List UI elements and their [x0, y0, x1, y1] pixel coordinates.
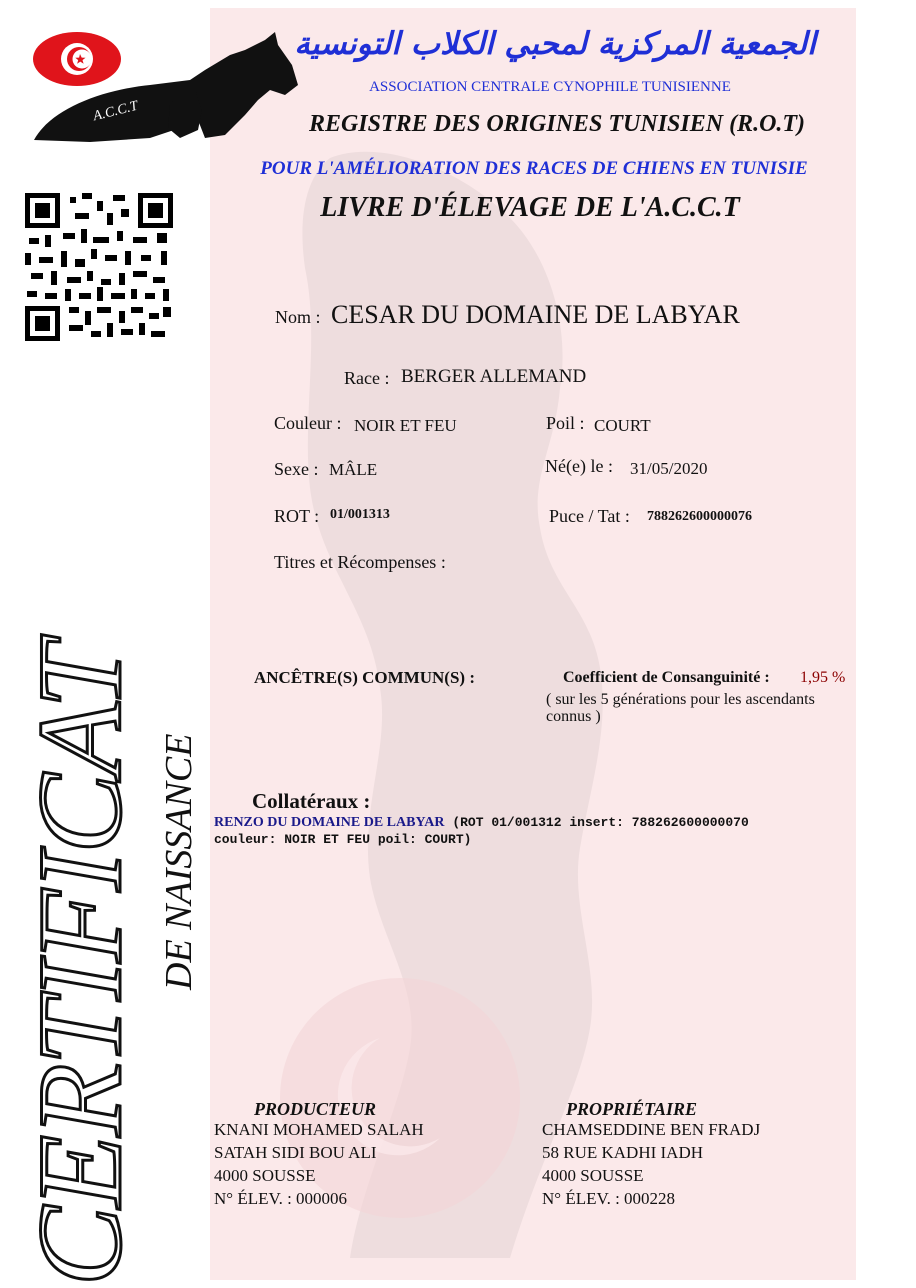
naissance-vertical-text: DE NAISSANCE	[158, 733, 200, 990]
coef-note: ( sur les 5 générations pour les ascendants connus )	[546, 691, 815, 725]
coef-label: Coefficient de Consanguinité :	[563, 669, 770, 686]
subtitle: POUR L'AMÉLIORATION DES RACES DE CHIENS EN TUNISIE	[260, 158, 808, 179]
couleur-label: Couleur :	[274, 413, 342, 433]
proprietaire-city: 4000 SOUSSE	[542, 1166, 644, 1185]
collateral-details-1: (ROT 01/001312 insert: 788262600000070	[444, 815, 749, 830]
producteur-name: KNANI MOHAMED SALAH	[214, 1120, 424, 1139]
proprietaire-block	[542, 1118, 760, 1210]
titres-label: Titres et Récompenses :	[274, 552, 446, 572]
proprietaire-name: CHAMSEDDINE BEN FRADJ	[542, 1120, 761, 1139]
puce-label: Puce / Tat :	[549, 506, 630, 526]
rot-value: 01/001313	[330, 507, 390, 522]
producteur-city: 4000 SOUSSE	[214, 1166, 316, 1185]
rot-label: ROT :	[274, 506, 320, 526]
ne-value: 31/05/2020	[630, 459, 708, 478]
race-label: Race :	[344, 368, 390, 388]
arabic-title: الجمعية المركزية لمحبي الكلاب التونسية	[294, 26, 816, 62]
association-name: ASSOCIATION CENTRALE CYNOPHILE TUNISIENNE	[369, 79, 731, 95]
proprietaire-title: PROPRIÉTAIRE	[566, 1099, 698, 1119]
ne-label: Né(e) le :	[545, 456, 613, 476]
puce-value: 788262600000076	[647, 509, 752, 524]
certificat-vertical-text: CERTIFICAT	[13, 643, 146, 1286]
sexe-value: MÂLE	[329, 460, 378, 479]
book-title: LIVRE D'ÉLEVAGE DE L'A.C.C.T	[320, 192, 740, 223]
collateraux-label: Collatéraux :	[252, 789, 371, 813]
producteur-title: PRODUCTEUR	[254, 1099, 377, 1119]
couleur-value: NOIR ET FEU	[354, 416, 457, 435]
producteur-block	[214, 1118, 424, 1210]
sexe-label: Sexe :	[274, 459, 319, 479]
logo-text: A.C.C.T	[91, 98, 140, 125]
nom-value: CESAR DU DOMAINE DE LABYAR	[331, 300, 740, 329]
registry-title: REGISTRE DES ORIGINES TUNISIEN (R.O.T)	[308, 111, 806, 137]
race-value: BERGER ALLEMAND	[401, 366, 587, 387]
proprietaire-elev: N° ÉLEV. : 000228	[542, 1189, 676, 1208]
collateral-name: RENZO DU DOMAINE DE LABYAR	[214, 815, 445, 830]
nom-label: Nom :	[275, 307, 321, 327]
collateral-details-2: couleur: NOIR ET FEU poil: COURT)	[214, 832, 472, 847]
poil-label: Poil :	[546, 413, 585, 433]
coef-value: 1,95 %	[800, 669, 846, 686]
qr-code-icon	[25, 193, 173, 341]
ancetres-label: ANCÊTRE(S) COMMUN(S) :	[254, 668, 475, 687]
producteur-address: SATAH SIDI BOU ALI	[214, 1143, 377, 1162]
proprietaire-address: 58 RUE KADHI IADH	[542, 1143, 704, 1162]
collateraux-entry	[214, 813, 749, 831]
producteur-elev: N° ÉLEV. : 000006	[214, 1189, 348, 1208]
poil-value: COURT	[594, 416, 651, 435]
